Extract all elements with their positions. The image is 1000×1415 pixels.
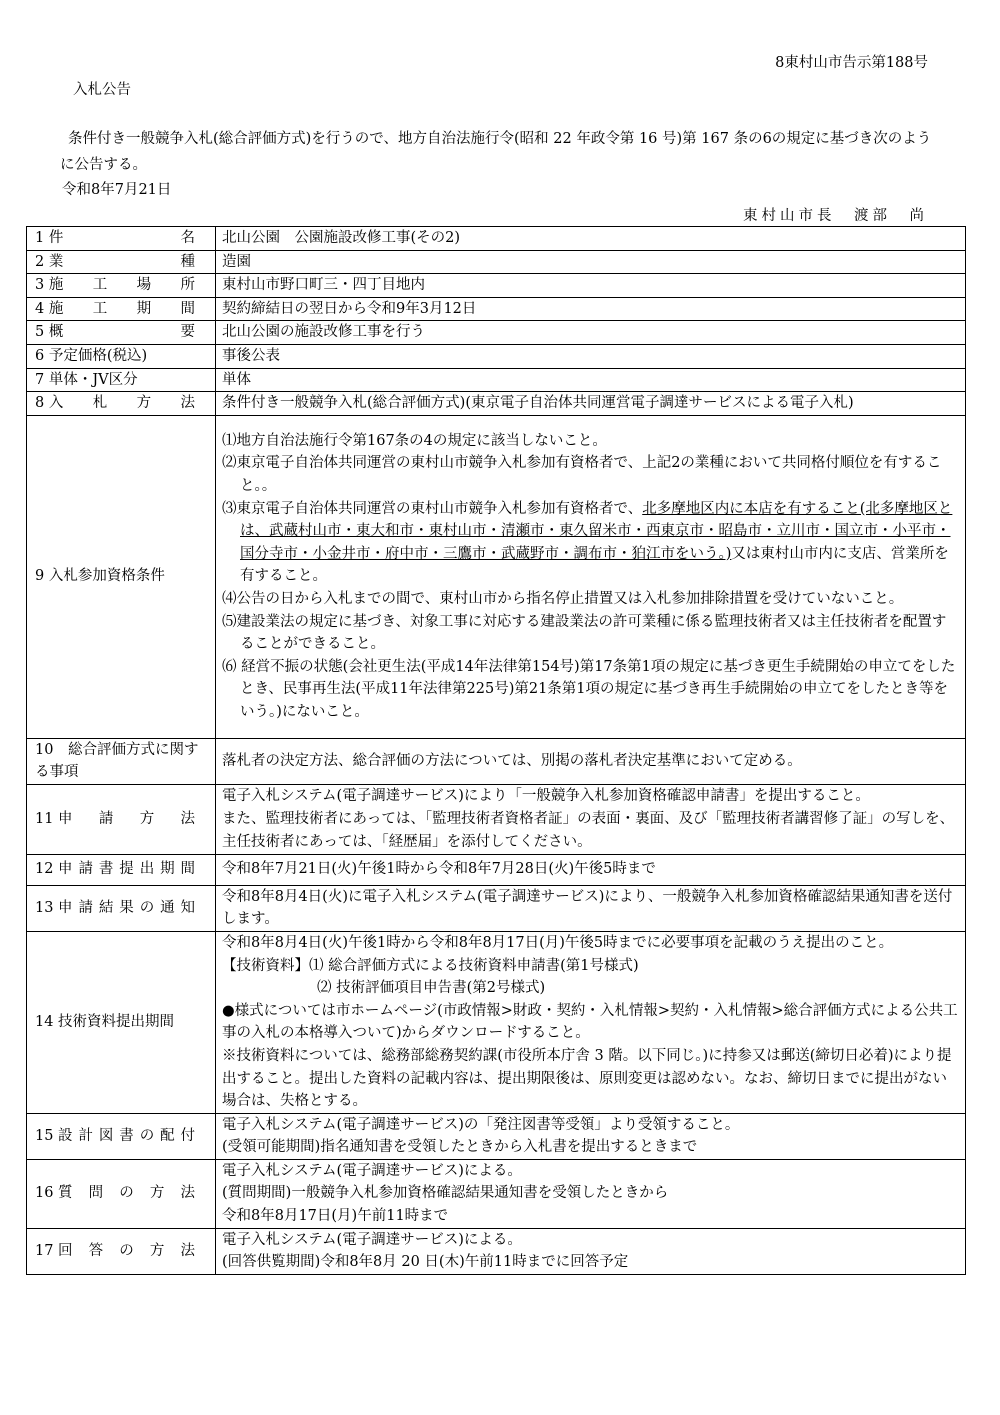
row-label: 9 入札参加資格条件 xyxy=(35,568,165,585)
row-value-cell xyxy=(216,227,966,251)
row-value-cell xyxy=(216,784,966,854)
row-value-line: 令和8年8月4日(火)午後1時から令和8年8月17日(月)午後5時までに必要事項を記載のうえ提出のこと。 xyxy=(222,934,894,951)
row-label-cell xyxy=(27,274,216,298)
row-value-line: ※技術資料については、総務部総務契約課(市役所本庁舎 3 階。以下同じ。)に持参又は郵送(締切日必着)により提出すること。提出した資料の記載内容は、提出期限後は、原則変更は認めない。なお、締切日までに提出がない場合は、失格とする。 xyxy=(222,1047,952,1110)
row-value-cell xyxy=(216,854,966,885)
row-label: 3 施 工 場 所 xyxy=(35,277,195,294)
row-label-cell xyxy=(27,344,216,368)
row-value-line: 令和8年8月17日(月)午前11時まで xyxy=(222,1208,449,1225)
table-row xyxy=(27,297,966,321)
row-value-line: (受領可能期間)指名通知書を受領したときから入札書を提出するときまで xyxy=(222,1139,698,1156)
table-row xyxy=(27,344,966,368)
table-row xyxy=(27,854,966,885)
row-value-cell xyxy=(216,392,966,416)
row-value-cell xyxy=(216,738,966,784)
table-row xyxy=(27,250,966,274)
row-label: 2 業 種 xyxy=(35,253,195,270)
row-value-line: 電子入札システム(電子調達サービス)の「発注図書等受領」より受領すること。 xyxy=(222,1116,740,1133)
row-value: 北山公園 公園施設改修工事(その2) xyxy=(222,230,461,246)
row-label: 10 総合評価方式に関する事項 xyxy=(35,742,199,781)
row-label-cell xyxy=(27,321,216,345)
row-value: 事後公表 xyxy=(222,347,280,364)
notice-date: 令和8年7月21日 xyxy=(62,182,172,198)
row-value-cell xyxy=(216,250,966,274)
row-label: 15 設 計 図 書 の 配 付 xyxy=(35,1127,195,1144)
table-row xyxy=(27,1113,966,1159)
row-value-cell xyxy=(216,344,966,368)
document-heading: 入札公告 xyxy=(73,82,131,98)
row-value-cell xyxy=(216,321,966,345)
row-value-cell xyxy=(216,931,966,1113)
notice-table xyxy=(26,226,966,1275)
row-value-cell xyxy=(216,1228,966,1274)
row-label: 12 申 請 書 提 出 期 間 xyxy=(35,861,195,878)
row-value: 東村山市野口町三・四丁目地内 xyxy=(222,277,425,294)
underlined-text: 北多摩地区内に本店を有すること(北多摩地区とは、武蔵村山市・東大和市・東村山市・清瀬市・東久留米市・西東京市・昭島市・立川市・国立市・小平市・国分寺市・小金井市・府中市・三鷹市・武蔵野市・調布市・狛江市をいう。) xyxy=(240,500,953,562)
table-row xyxy=(27,392,966,416)
table-row xyxy=(27,415,966,738)
row-value: 条件付き一般競争入札(総合評価方式)(東京電子自治体共同運営電子調達サービスによる電子入札) xyxy=(222,395,854,412)
table-row xyxy=(27,321,966,345)
row-value-cell xyxy=(216,274,966,298)
row-label-cell xyxy=(27,1113,216,1159)
row-value-cell xyxy=(216,368,966,392)
row-value-line: ⑵ 技術評価項目申告書(第2号様式) xyxy=(317,980,546,997)
row-label: 6 予定価格(税込) xyxy=(35,347,148,364)
row-label-cell xyxy=(27,250,216,274)
row-value-cell xyxy=(216,415,966,738)
row-label-cell xyxy=(27,931,216,1113)
condition-item: ⑸建設業法の規定に基づき、対象工事に対応する建設業法の許可業種に係る監理技術者又は主任技術者を配置することができること。 xyxy=(222,613,947,653)
condition-item: ⑶東京電子自治体共同運営の東村山市競争入札参加有資格者で、北多摩地区内に本店を有すること(北多摩地区とは、武蔵村山市・東大和市・東村山市・清瀬市・東久留米市・西東京市・昭島市・立川市・国立市・小平市・国分寺市・小金井市・府中市・三鷹市・武蔵野市・調布市・狛江市をいう。)又は東村山市内に支店、営業所を有すること。 xyxy=(222,500,953,585)
row-label-cell xyxy=(27,738,216,784)
row-value: 造園 xyxy=(222,253,251,270)
table-row xyxy=(27,274,966,298)
condition-item: ⑹ 経営不振の状態(会社更生法(平成14年法律第154号)第17条第1項の規定に基づき更生手続開始の申立てをしたとき、民事再生法(平成11年法律第225号)第21条第1項の規定に基づき再生手続開始の申立てをしたとき等をいう。)にないこと。 xyxy=(222,658,956,721)
row-label: 4 施 工 期 間 xyxy=(35,300,195,317)
mayor-signature: 東村山市長 渡部 尚 xyxy=(743,208,928,224)
table-row xyxy=(27,885,966,931)
condition-item: ⑵東京電子自治体共同運営の東村山市競争入札参加有資格者で、上記2の業種において共同格付順位を有すること。。 xyxy=(222,455,942,495)
row-value-line: (回答供覧期間)令和8年8月 20 日(木)午前11時までに回答予定 xyxy=(222,1254,629,1271)
row-value: 令和8年8月4日(火)に電子入札システム(電子調達サービス)により、一般競争入札参加資格確認結果通知書を送付します。 xyxy=(222,888,953,928)
row-value-line: また、監理技術者にあっては、「監理技術者資格者証」の表面・裏面、及び「監理技術者講習修了証」の写しを、主任技術者にあっては、「経歴届」を添付してください。 xyxy=(222,810,955,850)
row-label-cell xyxy=(27,1228,216,1274)
row-label: 1 件 名 xyxy=(35,230,195,246)
table-row xyxy=(27,1159,966,1228)
row-label: 5 概 要 xyxy=(35,324,195,341)
row-label: 16 質 問 の 方 法 xyxy=(35,1185,195,1202)
table-row xyxy=(27,784,966,854)
intro-paragraph: 条件付き一般競争入札(総合評価方式)を行うので、地方自治法施行令(昭和 22 年政令第 16 号)第 167 条の6の規定に基づき次のように公告する。 xyxy=(60,131,932,173)
row-label: 17 回 答 の 方 法 xyxy=(35,1242,195,1259)
row-value-line: (質問期間)一般競争入札参加資格確認結果通知書を受領したときから xyxy=(222,1185,669,1202)
row-label-cell xyxy=(27,854,216,885)
row-value: 契約締結日の翌日から令和9年3月12日 xyxy=(222,300,477,317)
row-label-cell xyxy=(27,392,216,416)
table-row xyxy=(27,227,966,251)
table-row xyxy=(27,931,966,1113)
notice-number: 8東村山市告示第188号 xyxy=(775,55,928,71)
row-value: 落札者の決定方法、総合評価の方法については、別掲の落札者決定基準において定める。 xyxy=(222,752,802,769)
row-value-line: ●様式については市ホームページ(市政情報>財政・契約・入札情報>契約・入札情報>総合評価方式による公共工事の入札の本格導入ついて)からダウンロードすること。 xyxy=(222,1002,958,1042)
table-row xyxy=(27,368,966,392)
condition-item: ⑴地方自治法施行令第167条の4の規定に該当しないこと。 xyxy=(222,432,607,449)
row-label-cell xyxy=(27,368,216,392)
row-value: 単体 xyxy=(222,371,251,388)
row-label: 8 入 札 方 法 xyxy=(35,395,195,412)
row-label-cell xyxy=(27,297,216,321)
row-value-line: 電子入札システム(電子調達サービス)による。 xyxy=(222,1162,522,1179)
table-row xyxy=(27,1228,966,1274)
row-label-cell xyxy=(27,885,216,931)
row-label-cell xyxy=(27,415,216,738)
row-label-cell xyxy=(27,1159,216,1228)
table-row xyxy=(27,738,966,784)
row-label: 11 申 請 方 法 xyxy=(35,810,195,827)
row-value-cell xyxy=(216,1159,966,1228)
row-value-line: 【技術資料】⑴ 総合評価方式による技術資料申請書(第1号様式) xyxy=(222,957,639,974)
row-label-cell xyxy=(27,784,216,854)
row-label-cell xyxy=(27,227,216,251)
row-label: 13 申 請 結 果 の 通 知 xyxy=(35,900,195,917)
row-label: 7 単体・JV区分 xyxy=(35,371,138,388)
row-value-cell xyxy=(216,885,966,931)
row-value-line: 電子入札システム(電子調達サービス)により「一般競争入札参加資格確認申請書」を提出すること。 xyxy=(222,788,870,805)
row-value-line: 電子入札システム(電子調達サービス)による。 xyxy=(222,1231,522,1248)
row-label: 14 技術資料提出期間 xyxy=(35,1014,175,1031)
row-value-cell xyxy=(216,1113,966,1159)
row-value: 令和8年7月21日(火)午後1時から令和8年7月28日(火)午後5時まで xyxy=(222,861,656,878)
row-value: 北山公園の施設改修工事を行う xyxy=(222,324,425,341)
condition-item: ⑷公告の日から入札までの間で、東村山市から指名停止措置又は入札参加排除措置を受けていないこと。 xyxy=(222,591,904,608)
row-value-cell xyxy=(216,297,966,321)
